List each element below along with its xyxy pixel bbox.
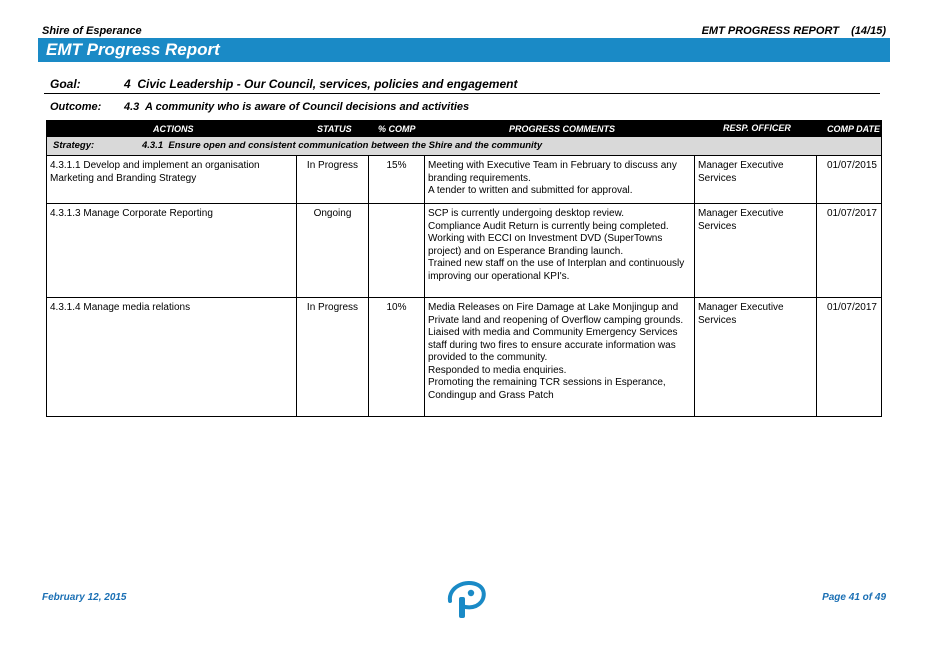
strategy-text: 4.3.1 Ensure open and consistent communication between the Shire and the community xyxy=(142,140,543,151)
pct-cell: 15% xyxy=(369,156,425,203)
table-header xyxy=(47,121,881,137)
outcome-label: Outcome: xyxy=(50,101,102,113)
officer-cell: Manager Executive Services xyxy=(695,156,817,203)
col-status: STATUS xyxy=(317,124,352,134)
outcome-text: 4.3 A community who is aware of Council decisions and activities xyxy=(124,101,470,113)
col-date: COMP DATE xyxy=(827,124,880,134)
organisation-name: Shire of Esperance xyxy=(42,25,142,37)
comments-cell: Meeting with Executive Team in February to discuss any branding requirements. A tender to written and submitted for approval. xyxy=(425,156,695,203)
date-cell: 01/07/2015 xyxy=(826,160,877,171)
status-cell: Ongoing xyxy=(297,204,369,297)
col-comments: PROGRESS COMMENTS xyxy=(509,124,616,134)
strategy-label: Strategy: xyxy=(53,140,95,151)
goal-label: Goal: xyxy=(50,77,81,91)
shire-logo-icon xyxy=(442,579,488,619)
officer-cell: Manager Executive Services xyxy=(695,204,817,297)
status-cell: In Progress xyxy=(297,156,369,203)
action-cell: 4.3.1.4 Manage media relations xyxy=(47,298,297,416)
goal-text: 4 Civic Leadership - Our Council, services, policies and engagement xyxy=(124,77,518,91)
action-cell: 4.3.1.3 Manage Corporate Reporting xyxy=(47,204,297,297)
footer-page-number: Page 41 of 49 xyxy=(822,592,886,603)
table-row xyxy=(47,298,881,416)
officer-cell: Manager Executive Services xyxy=(695,298,817,416)
page-title: EMT Progress Report xyxy=(46,40,220,59)
title-banner xyxy=(38,38,890,62)
comments-cell: SCP is currently undergoing desktop review. Compliance Audit Return is currently being completed. Working with ECCI on Investment DVD (SuperTowns project) and on Esperance Branding launch. Trained new staff on the use of Interplan and continuously improving our operational KPI's. xyxy=(425,204,695,297)
date-cell: 01/07/2017 xyxy=(826,302,877,313)
table-row xyxy=(47,156,881,204)
pct-cell: 10% xyxy=(369,298,425,416)
comments-cell: Media Releases on Fire Damage at Lake Monjingup and Private land and reopening of Overflow camping grounds. Liaised with media and Community Emergency Services staff during two fires to ensure accurate information was provided to the community. Responded to media enquiries. Promoting the remaining TCR sessions in Esperance, Condingup and Grass Patch xyxy=(425,298,695,416)
date-cell: 01/07/2017 xyxy=(826,208,877,219)
footer-date: February 12, 2015 xyxy=(42,592,127,603)
col-actions: ACTIONS xyxy=(153,124,194,134)
table-row xyxy=(47,204,881,298)
goal-divider xyxy=(44,93,880,94)
status-cell: In Progress xyxy=(297,298,369,416)
col-pct: % COMP xyxy=(378,124,416,134)
col-officer: RESP. OFFICER xyxy=(723,123,791,133)
strategy-row xyxy=(47,137,881,156)
actions-table xyxy=(46,120,882,417)
action-cell: 4.3.1.1 Develop and implement an organisation Marketing and Branding Strategy xyxy=(47,156,297,203)
report-label: EMT PROGRESS REPORT (14/15) xyxy=(701,25,886,37)
pct-cell xyxy=(369,204,425,297)
